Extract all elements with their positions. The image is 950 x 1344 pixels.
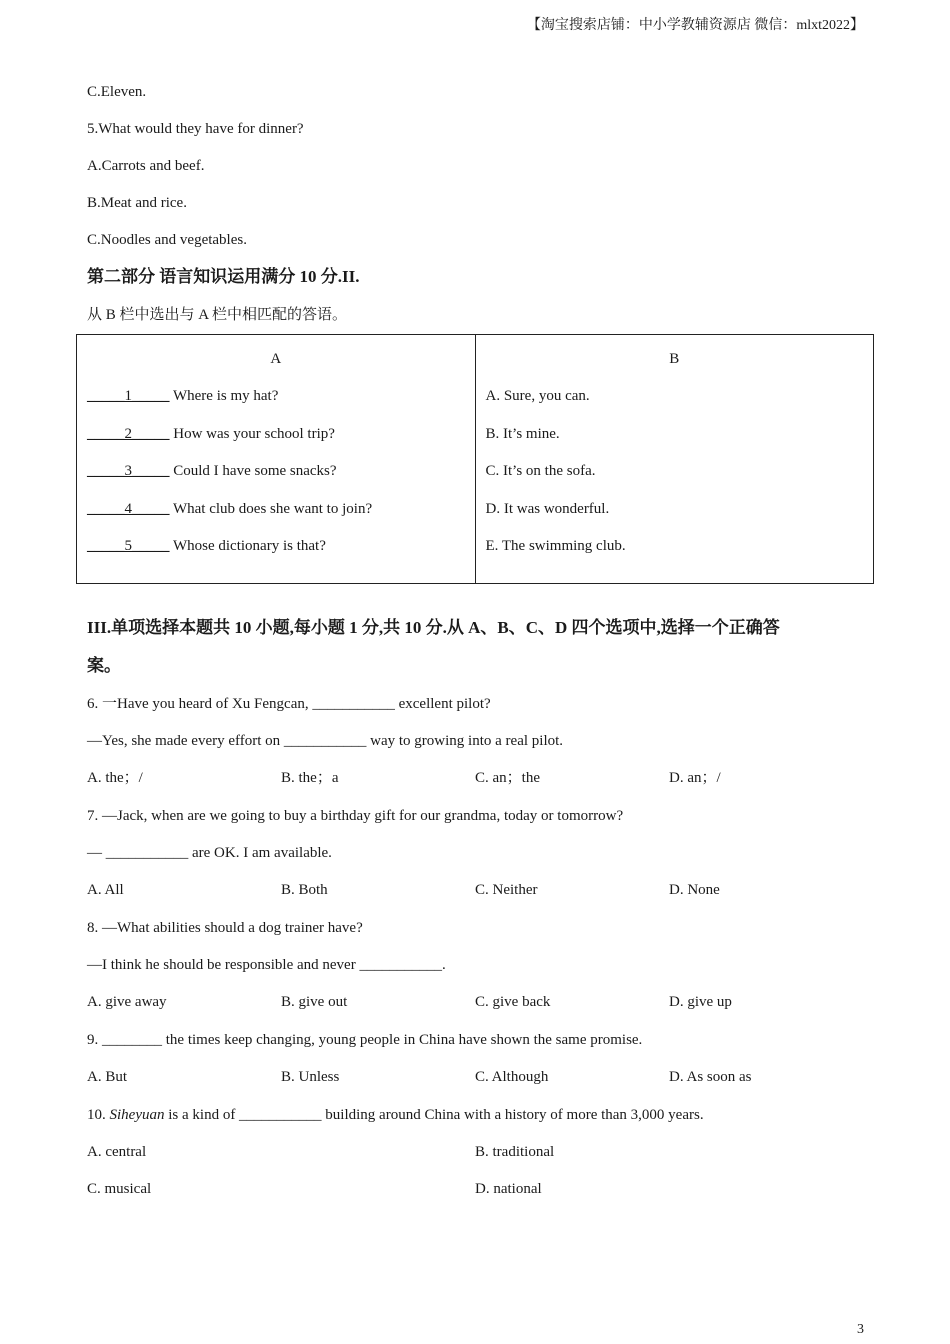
answer-blank-1[interactable]: _____1_____	[87, 388, 170, 405]
q5-stem: 5.What would they have for dinner?	[87, 121, 304, 137]
q6-option-a[interactable]: A. the；/	[87, 770, 143, 786]
q9-option-c[interactable]: C. Although	[475, 1069, 549, 1085]
match-question-5: Whose dictionary is that?	[169, 537, 326, 554]
column-b-header: B	[669, 351, 680, 367]
section2-title: 第二部分 语言知识运用满分 10 分.II.	[87, 267, 360, 286]
q5-option-b: B.Meat and rice.	[87, 195, 187, 211]
section3-title-line1: III.单项选择本题共 10 小题,每小题 1 分,共 10 分.从 A、B、C、D 四个选项中,选择一个正确答	[87, 618, 780, 637]
q10-option-d[interactable]: D. national	[475, 1181, 542, 1197]
q7-option-c[interactable]: C. Neither	[475, 882, 538, 898]
match-row-a-1	[87, 386, 465, 423]
q8-option-b[interactable]: B. give out	[281, 994, 348, 1010]
q5-option-a: A.Carrots and beef.	[87, 158, 205, 174]
q6-line2: —Yes, she made every effort on ___________ way to growing into a real pilot.	[87, 733, 564, 749]
answer-blank-5[interactable]: _____5_____	[87, 537, 170, 554]
q10-option-c[interactable]: C. musical	[87, 1181, 152, 1197]
match-row-a-3	[87, 461, 465, 498]
match-answer-a: A. Sure, you can.	[485, 388, 590, 405]
column-a	[77, 335, 476, 584]
q10-prefix: 10.	[87, 1107, 110, 1123]
q7-line2: — ___________ are OK. I am available.	[87, 845, 332, 861]
q9-option-d[interactable]: D. As soon as	[669, 1069, 752, 1085]
answer-blank-3[interactable]: _____3_____	[87, 463, 170, 480]
match-answer-b: B. It’s mine.	[485, 425, 560, 442]
q6-option-c[interactable]: C. an；the	[475, 770, 540, 786]
q7-line1: 7. —Jack, when are we going to buy a birthday gift for our grandma, today or tomorrow?	[87, 808, 624, 824]
q8-option-d[interactable]: D. give up	[669, 994, 732, 1010]
q7-option-a[interactable]: A. All	[87, 882, 124, 898]
q10-option-a[interactable]: A. central	[87, 1144, 147, 1160]
q4-option-c: C.Eleven.	[87, 84, 147, 100]
q9-option-a[interactable]: A. But	[87, 1069, 128, 1085]
q7-option-b[interactable]: B. Both	[281, 882, 328, 898]
page-number: 3	[857, 1322, 864, 1337]
q8-option-a[interactable]: A. give away	[87, 994, 167, 1010]
q10-line1	[87, 1105, 704, 1125]
q8-line2: —I think he should be responsible and never ___________.	[87, 957, 446, 973]
q6-option-d[interactable]: D. an；/	[669, 770, 721, 786]
column-b	[475, 335, 874, 584]
q9-option-b[interactable]: B. Unless	[281, 1069, 340, 1085]
q5-option-c: C.Noodles and vegetables.	[87, 232, 247, 248]
answer-blank-2[interactable]: _____2_____	[87, 425, 170, 442]
column-a-header: A	[270, 351, 282, 367]
page-header-banner: 【淘宝搜索店铺：中小学教辅资源店 微信：mlxt2022】	[526, 18, 864, 33]
q7-option-d[interactable]: D. None	[669, 882, 720, 898]
match-question-1: Where is my hat?	[169, 388, 279, 405]
match-answer-e: E. The swimming club.	[485, 537, 626, 554]
match-row-a-2	[87, 424, 465, 461]
q8-line1: 8. —What abilities should a dog trainer have?	[87, 920, 363, 936]
q6-option-b[interactable]: B. the；a	[281, 770, 339, 786]
section2-instruction: 从 B 栏中选出与 A 栏中相匹配的答语。	[87, 307, 348, 323]
match-answer-d: D. It was wonderful.	[485, 500, 610, 517]
match-question-3: Could I have some snacks?	[169, 463, 337, 480]
match-question-2: How was your school trip?	[169, 425, 335, 442]
answer-blank-4[interactable]: _____4_____	[87, 500, 170, 517]
section3-title-line2: 案。	[87, 656, 121, 675]
q10-option-b[interactable]: B. traditional	[475, 1144, 555, 1160]
q9-line1: 9. ________ the times keep changing, young people in China have shown the same promise.	[87, 1032, 643, 1048]
matching-table	[76, 334, 874, 584]
q10-rest: is a kind of ___________ building around China with a history of more than 3,000 years.	[164, 1107, 704, 1123]
match-answer-c: C. It’s on the sofa.	[485, 463, 596, 480]
match-question-4: What club does she want to join?	[169, 500, 373, 517]
match-row-a-4	[87, 499, 465, 536]
q8-option-c[interactable]: C. give back	[475, 994, 551, 1010]
match-row-a-5	[87, 536, 465, 573]
q10-italic-term: Siheyuan	[109, 1107, 165, 1123]
q6-line1: 6. 一Have you heard of Xu Fengcan, ___________ excellent pilot?	[87, 696, 491, 712]
